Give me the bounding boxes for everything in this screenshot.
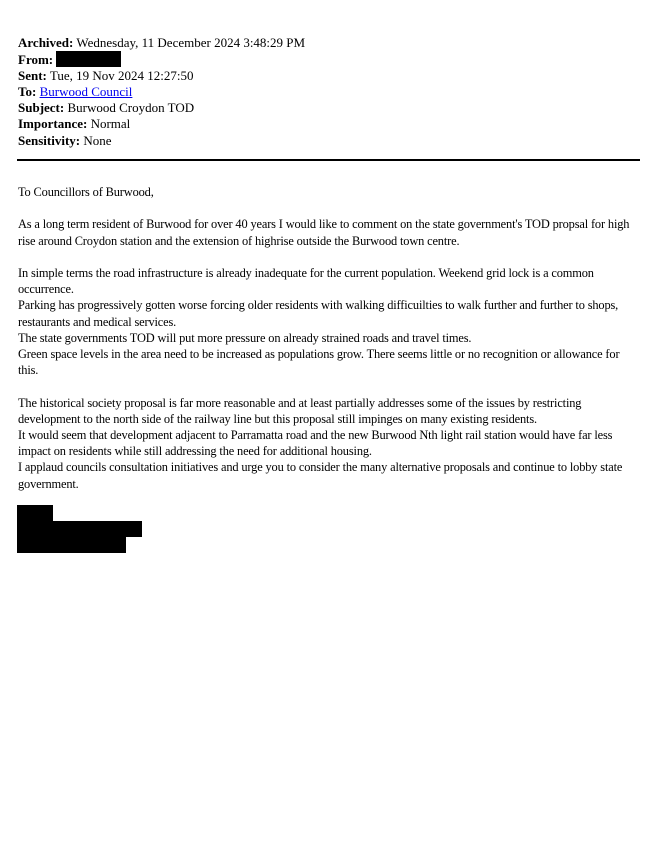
paragraph-2-line: Parking has progressively gotten worse forcing older residents with walking difficuilties to walk further and further to shops, restaurants and medical services. xyxy=(18,298,619,329)
subject-row xyxy=(18,100,305,116)
greeting: To Councillors of Burwood, xyxy=(18,185,154,199)
sender-redaction xyxy=(56,51,121,67)
sensitivity-row xyxy=(18,133,305,149)
email-header xyxy=(18,35,305,149)
archived-label: Archived: xyxy=(18,35,74,50)
email-body xyxy=(18,184,640,508)
subject-value: Burwood Croydon TOD xyxy=(67,100,195,116)
sensitivity-label: Sensitivity: xyxy=(18,132,81,148)
signature-redaction xyxy=(17,537,126,553)
subject-label: Subject: xyxy=(18,100,65,116)
importance-value: Normal xyxy=(90,116,131,132)
from-label: From: xyxy=(18,52,54,68)
header-divider xyxy=(17,159,640,161)
to-row xyxy=(18,84,305,100)
paragraph-3-line: The historical society proposal is far more reasonable and at least partially addresses some of the issues by restricting development to the north side of the railway line but this proposal still impinges on many existing residents. xyxy=(18,395,582,426)
importance-row xyxy=(18,116,305,132)
signature-redaction xyxy=(17,505,53,521)
importance-label: Importance: xyxy=(18,116,88,132)
paragraph-2-line: Green space levels in the area need to be increased as populations grow. There seems little or no recognition or allowance for this. xyxy=(18,347,620,378)
archived-row xyxy=(18,35,305,51)
paragraph-3-line: I applaud councils consultation initiatives and urge you to consider the many alternative proposals and continue to lobby state government. xyxy=(18,460,623,491)
signature-redaction xyxy=(17,521,142,537)
paragraph-3 xyxy=(18,395,640,492)
archived-value: Wednesday, 11 December 2024 3:48:29 PM xyxy=(76,35,306,50)
sent-value: Tue, 19 Nov 2024 12:27:50 xyxy=(49,67,194,83)
from-row xyxy=(18,51,305,67)
paragraph-3-line: It would seem that development adjacent to Parramatta road and the new Burwood Nth light rail station would have far less impact on residents while still addressing the need for additional housing. xyxy=(18,428,613,459)
paragraph-1: As a long term resident of Burwood for over 40 years I would like to comment on the state government's TOD propsal for high rise around Croydon station and the extension of highrise outside the Burwood town centre. xyxy=(18,217,630,248)
sensitivity-value: None xyxy=(83,132,112,148)
recipient-link[interactable]: Burwood Council xyxy=(39,83,133,99)
paragraph-2-line: The state governments TOD will put more pressure on already strained roads and travel times. xyxy=(18,330,472,345)
sent-row xyxy=(18,68,305,84)
to-label: To: xyxy=(18,83,37,99)
paragraph-2 xyxy=(18,265,640,378)
sent-label: Sent: xyxy=(18,67,47,83)
paragraph-2-line: In simple terms the road infrastructure is already inadequate for the current population. Weekend grid lock is a common occurrence. xyxy=(18,265,594,297)
